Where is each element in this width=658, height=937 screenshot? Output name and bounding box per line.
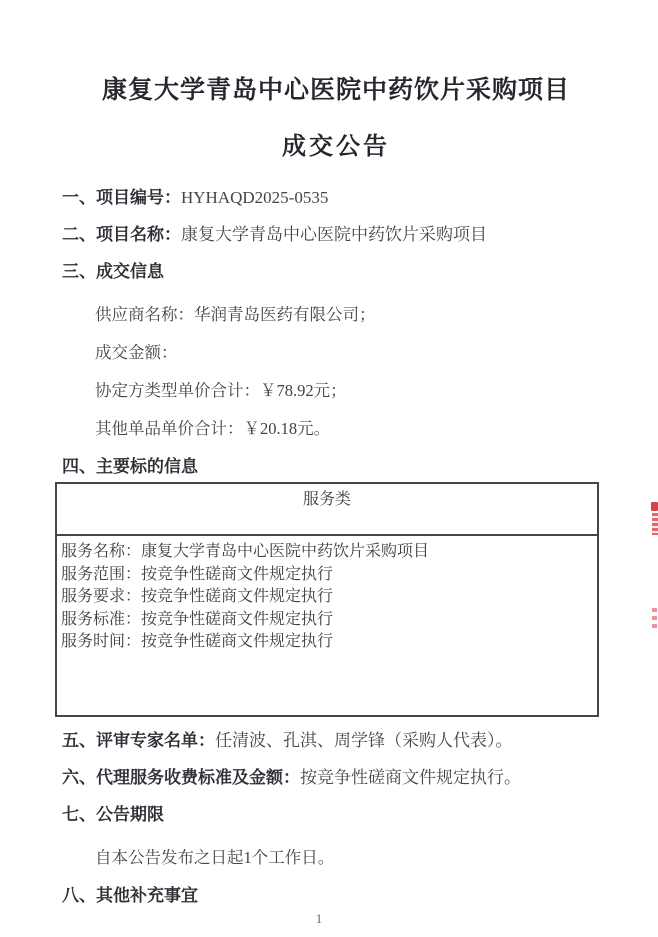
subject-info-table <box>55 482 599 717</box>
document-title: 康复大学青岛中心医院中药饮片采购项目 <box>101 77 570 104</box>
section-announcement-period-heading: 七、公告期限 <box>62 804 164 824</box>
announcement-period-line: 自本公告发布之日起1个工作日。 <box>95 847 335 867</box>
section-award-info-heading: 三、成交信息 <box>62 262 164 281</box>
page-number: 1 <box>315 911 323 926</box>
section-project-number-value: HYHAQD2025-0535 <box>181 188 329 207</box>
award-amount-line: 成交金额： <box>95 343 178 362</box>
section-project-name-value: 康复大学青岛中心医院中药饮片采购项目 <box>181 225 487 244</box>
table-row-service-requirement: 服务要求：按竞争性磋商文件规定执行 <box>61 588 334 605</box>
section-agency-fee-value: 按竞争性磋商文件规定执行。 <box>300 767 521 787</box>
section-agency-fee <box>62 768 610 788</box>
supplier-name-line: 供应商名称：华润青岛医药有限公司； <box>95 305 376 324</box>
section-project-name-label: 二、项目名称： <box>62 225 181 244</box>
subject-table-header: 服务类 <box>57 484 597 536</box>
section-expert-list-label: 五、评审专家名单： <box>62 730 215 750</box>
table-row-service-time: 服务时间：按竞争性磋商文件规定执行 <box>61 633 334 650</box>
seal-fragment-bottom-icon <box>652 608 657 630</box>
section-project-name <box>62 225 610 245</box>
table-row-service-standard: 服务标准：按竞争性磋商文件规定执行 <box>61 610 334 628</box>
other-price-total-line: 其他单品单价合计：￥20.18元。 <box>95 419 331 438</box>
agreement-price-total-line: 协定方类型单价合计：￥78.92元； <box>95 381 347 400</box>
section-other-matters-heading: 八、其他补充事宜 <box>62 885 198 905</box>
table-row-service-scope: 服务范围：按竞争性磋商文件规定执行 <box>61 565 334 583</box>
table-row-service-name: 服务名称：康复大学青岛中心医院中药饮片采购项目 <box>61 543 430 560</box>
document-subtitle: 成交公告 <box>282 134 390 160</box>
section-subject-info-heading: 四、主要标的信息 <box>62 457 198 476</box>
section-agency-fee-label: 六、代理服务收费标准及金额： <box>62 767 300 787</box>
section-expert-list <box>62 731 610 751</box>
section-project-number-label: 一、项目编号： <box>62 188 181 207</box>
seal-fragment-top-icon <box>650 502 658 535</box>
subject-table-body <box>57 536 597 715</box>
section-project-number <box>62 188 610 208</box>
section-expert-list-value: 任清波、孔淇、周学锋（采购人代表）。 <box>215 730 513 750</box>
